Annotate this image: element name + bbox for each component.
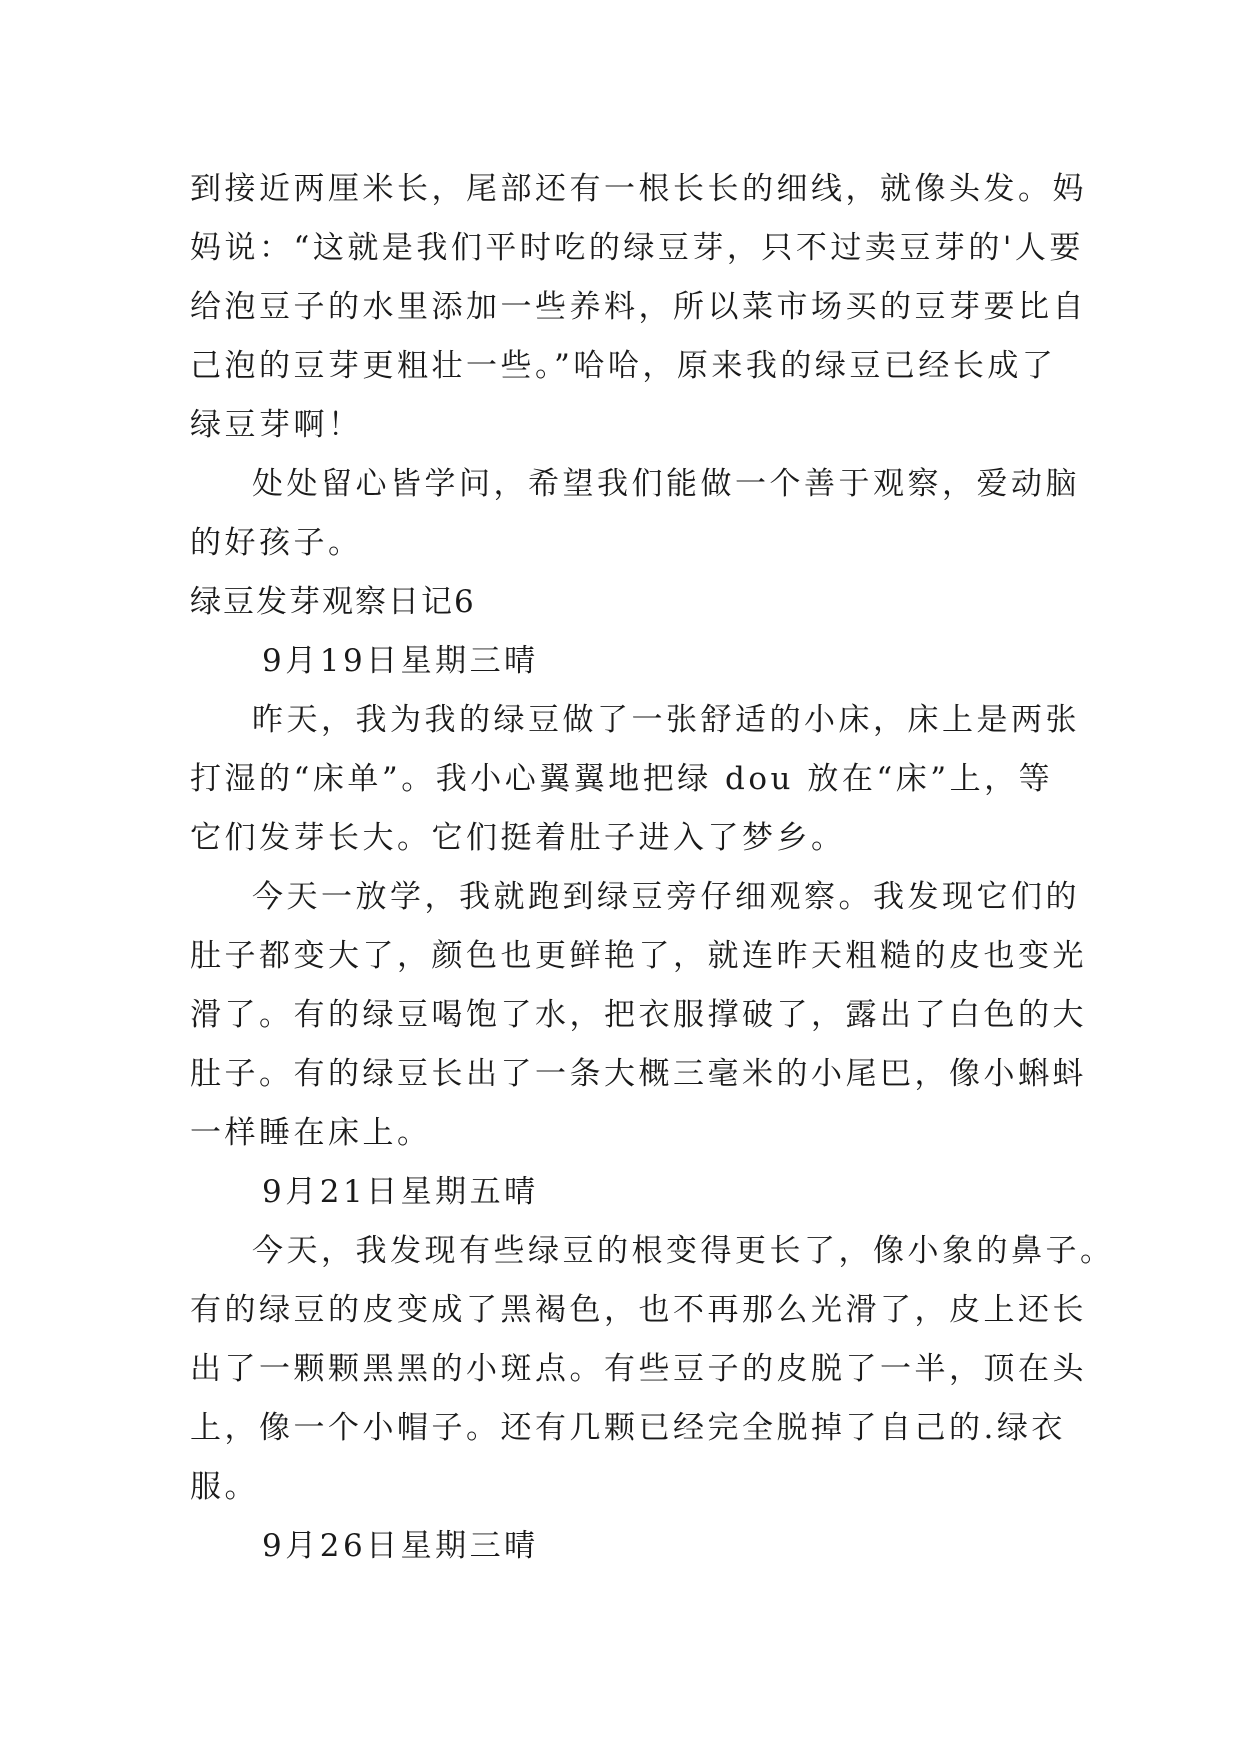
paragraph-line: 今天一放学，我就跑到绿豆旁仔细观察。我发现它们的 xyxy=(252,879,1080,915)
date-line: 9月26日星期三晴 xyxy=(262,1528,539,1564)
paragraph-line: 到接近两厘米长，尾部还有一根长长的细线，就像头发。妈 xyxy=(190,171,1087,207)
section-heading: 绿豆发芽观察日记6 xyxy=(190,584,476,620)
paragraph-line: 滑了。有的绿豆喝饱了水，把衣服撑破了，露出了白色的大 xyxy=(190,997,1087,1033)
paragraph-line: 它们发芽长大。它们挺着肚子进入了梦乡。 xyxy=(190,820,846,856)
date-line: 9月19日星期三晴 xyxy=(262,643,539,679)
paragraph-line: 处处留心皆学问，希望我们能做一个善于观察，爱动脑 xyxy=(252,466,1080,502)
paragraph-line: 己泡的豆芽更粗壮一些。”哈哈，原来我的绿豆已经长成了 xyxy=(190,348,1057,384)
paragraph-line: 今天，我发现有些绿豆的根变得更长了，像小象的鼻子。 xyxy=(252,1233,1115,1269)
paragraph-line: 肚子。有的绿豆长出了一条大概三毫米的小尾巴，像小蝌蚪 xyxy=(190,1056,1087,1092)
paragraph-line: 服。 xyxy=(190,1469,259,1505)
paragraph-line: 打湿的“床单”。我小心翼翼地把绿 dou 放在“床”上，等 xyxy=(190,761,1054,797)
paragraph-line: 妈说：“这就是我们平时吃的绿豆芽，只不过卖豆芽的'人要 xyxy=(190,230,1084,266)
paragraph-line: 绿豆芽啊！ xyxy=(190,407,363,443)
paragraph-line: 肚子都变大了，颜色也更鲜艳了，就连昨天粗糙的皮也变光 xyxy=(190,938,1087,974)
paragraph-line: 给泡豆子的水里添加一些养料，所以菜市场买的豆芽要比自 xyxy=(190,289,1087,325)
paragraph-line: 一样睡在床上。 xyxy=(190,1115,432,1151)
paragraph-line: 昨天，我为我的绿豆做了一张舒适的小床，床上是两张 xyxy=(252,702,1080,738)
paragraph-line: 出了一颗颗黑黑的小斑点。有些豆子的皮脱了一半，顶在头 xyxy=(190,1351,1087,1387)
document-body xyxy=(190,160,1115,1576)
paragraph-line: 的好孩子。 xyxy=(190,525,363,561)
paragraph-line: 上，像一个小帽子。还有几颗已经完全脱掉了自己的.绿衣 xyxy=(190,1410,1066,1446)
paragraph-line: 有的绿豆的皮变成了黑褐色，也不再那么光滑了，皮上还长 xyxy=(190,1292,1087,1328)
date-line: 9月21日星期五晴 xyxy=(262,1174,539,1210)
